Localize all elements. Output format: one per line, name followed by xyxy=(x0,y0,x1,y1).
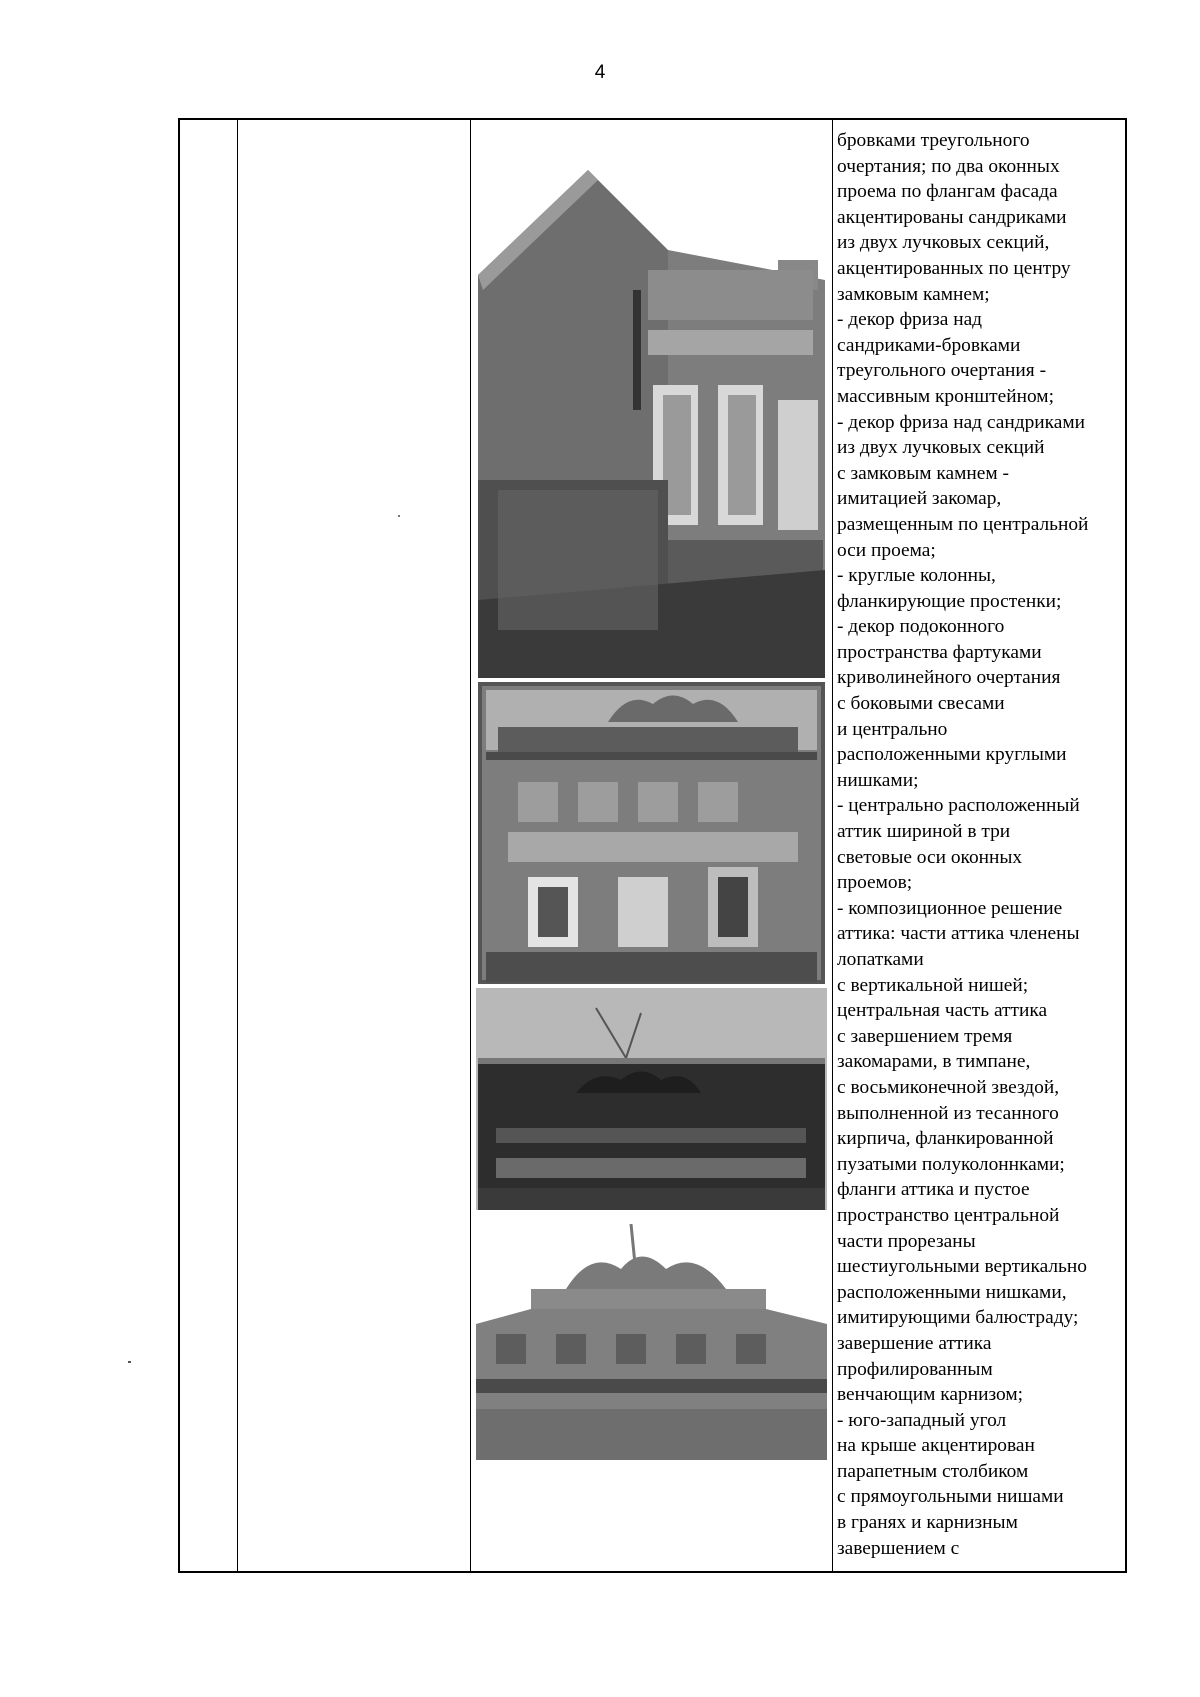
corner-facade-photo xyxy=(478,130,825,678)
table-column-divider xyxy=(832,120,833,1571)
architectural-description: бровками треугольного очертания; по два оконных проема по флангам фасада акцентированы сандриками из двух лучковых секций, акцентированных по центру замковым камнем; - декор фриза над сандриками-бровками треугольного очертания - массивным кронштейном; - декор фриза над сандриками из двух лучковых секций с замковым камнем - имитацией закомар, размещенным по центральной оси проема; - круглые колонны, фланкирующие простенки; - декор подоконного пространства фартуками криволинейного очертания с боковыми свесами и центрально расположенными круглыми нишками; - центрально расположенный аттик шириной в три световые оси оконных проемов; - композиционное решение аттика: части аттика членены лопатками с вертикальной нишей; центральная часть аттика с завершением тремя закомарами, в тимпане, с восьмиконечной звездой, выполненной из тесанного кирпича, фланкированной пузатыми полуколоннками; фланги аттика и пустое пространство центральной части прорезаны шестиугольными вертикально расположенными нишками, имитирующими балюстраду; завершение аттика профилированным венчающим карнизом; - юго-западный угол на крыше акцентирован парапетным столбиком с прямоугольными нишами в гранях и карнизным завершением с xyxy=(837,130,1089,1559)
attic-closeup-photo xyxy=(476,1214,827,1460)
scan-speck xyxy=(128,1361,131,1363)
document-table xyxy=(178,118,1127,1573)
table-column-divider xyxy=(470,120,471,1571)
full-facade-attic-photo xyxy=(478,682,825,984)
page-number: 4 xyxy=(594,62,606,83)
attic-silhouette-photo xyxy=(476,988,827,1210)
table-column-divider xyxy=(237,120,238,1571)
